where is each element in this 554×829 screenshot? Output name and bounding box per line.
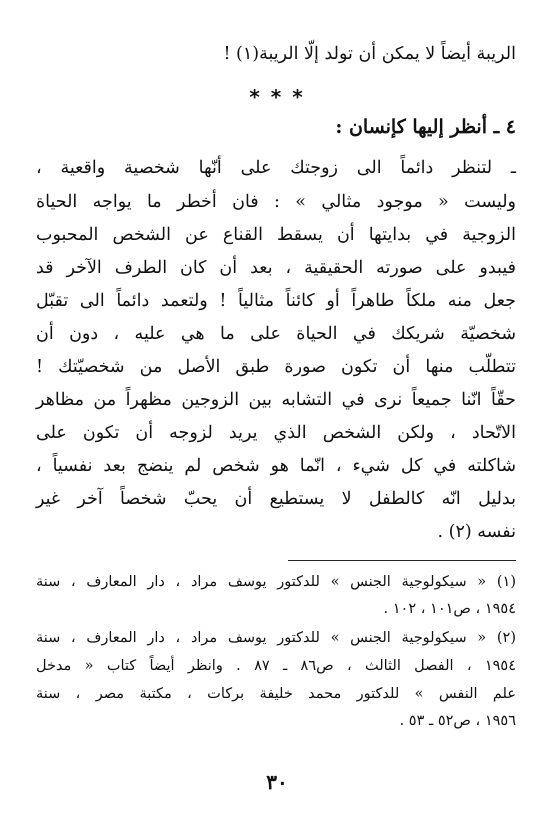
paragraph-line: ـ لتنظر دائماً الى زوجتك على أنّها شخصية واقعية ، bbox=[36, 158, 516, 178]
footnote-line: (١) « سيكولوجية الجنس » للدكتور يوسف مراد ، دار المعارف ، سنة bbox=[36, 574, 516, 590]
paragraph-line: الزوجية في بدايتها أن يسقط القناع عن الشخص المحبوب bbox=[36, 225, 516, 245]
paragraph-line: جعل منه ملكاً طاهراً أو كائناً مثالياً ! ولتعمد دائماً الى تقبّل bbox=[36, 291, 516, 311]
paragraph-line: شاكلته في كل شيء ، انّما هو شخص لم ينضج بعد نفسياً ، bbox=[36, 456, 516, 476]
footnote-line: ١٩٥٤ ، ص١٠١ ، ١٠٢ . bbox=[383, 601, 516, 617]
top-line: الريبة أيضاً لا يمكن أن تولد إلّا الريبة(١) ! bbox=[223, 44, 516, 64]
section-heading: ٤ ـ أنظر إليها كإنسان : bbox=[335, 116, 516, 138]
footnote-line: علم النفس » للدكتور محمد خليفة بركات ، مكتبة مصر ، سنة bbox=[36, 686, 516, 702]
paragraph-line: شخصيّة شريكك في الحياة على ما هي عليه ، دون أن bbox=[36, 324, 516, 344]
footnote-divider bbox=[288, 560, 516, 561]
paragraph-line: فيبدو على صورته الحقيقية ، بعد أن كان الطرف الآخر قد bbox=[36, 258, 516, 278]
footnote-line: ١٩٥٤ ، الفصل الثالث ، ص٨٦ ـ ٨٧ . وانظر أيضاً كتاب « مدخل bbox=[36, 658, 516, 674]
paragraph-line: وليست « موجود مثالي » : فان أخطر ما يواجه الحياة bbox=[36, 192, 516, 212]
paragraph-line: حقّاً انّنا جميعاً نرى في التشابه بين الزوجين مظهراً من مظاهر bbox=[36, 390, 516, 410]
footnote-line: ١٩٥٦ ، ص٥٢ ـ ٥٣ . bbox=[399, 713, 516, 729]
paragraph-line: بدليل انّه كالطفل لا يستطيع أن يحبّ شخصاً آخر غير bbox=[36, 489, 516, 509]
footnote-line: (٢) « سيكولوجية الجنس » للدكتور يوسف مراد ، دار المعارف ، سنة bbox=[36, 630, 516, 646]
page-number: ٣٠ bbox=[266, 770, 288, 794]
paragraph-line: نفسه (٢) . bbox=[437, 522, 516, 542]
section-separator: * * * bbox=[249, 85, 305, 109]
paragraph-line: تتطلّب منها أن تكون صورة طبق الأصل من شخصيّتك ! bbox=[36, 357, 516, 377]
paragraph-line: الاتّحاد ، ولكن الشخص الذي يريد لزوجه أن تكون على bbox=[36, 423, 516, 443]
